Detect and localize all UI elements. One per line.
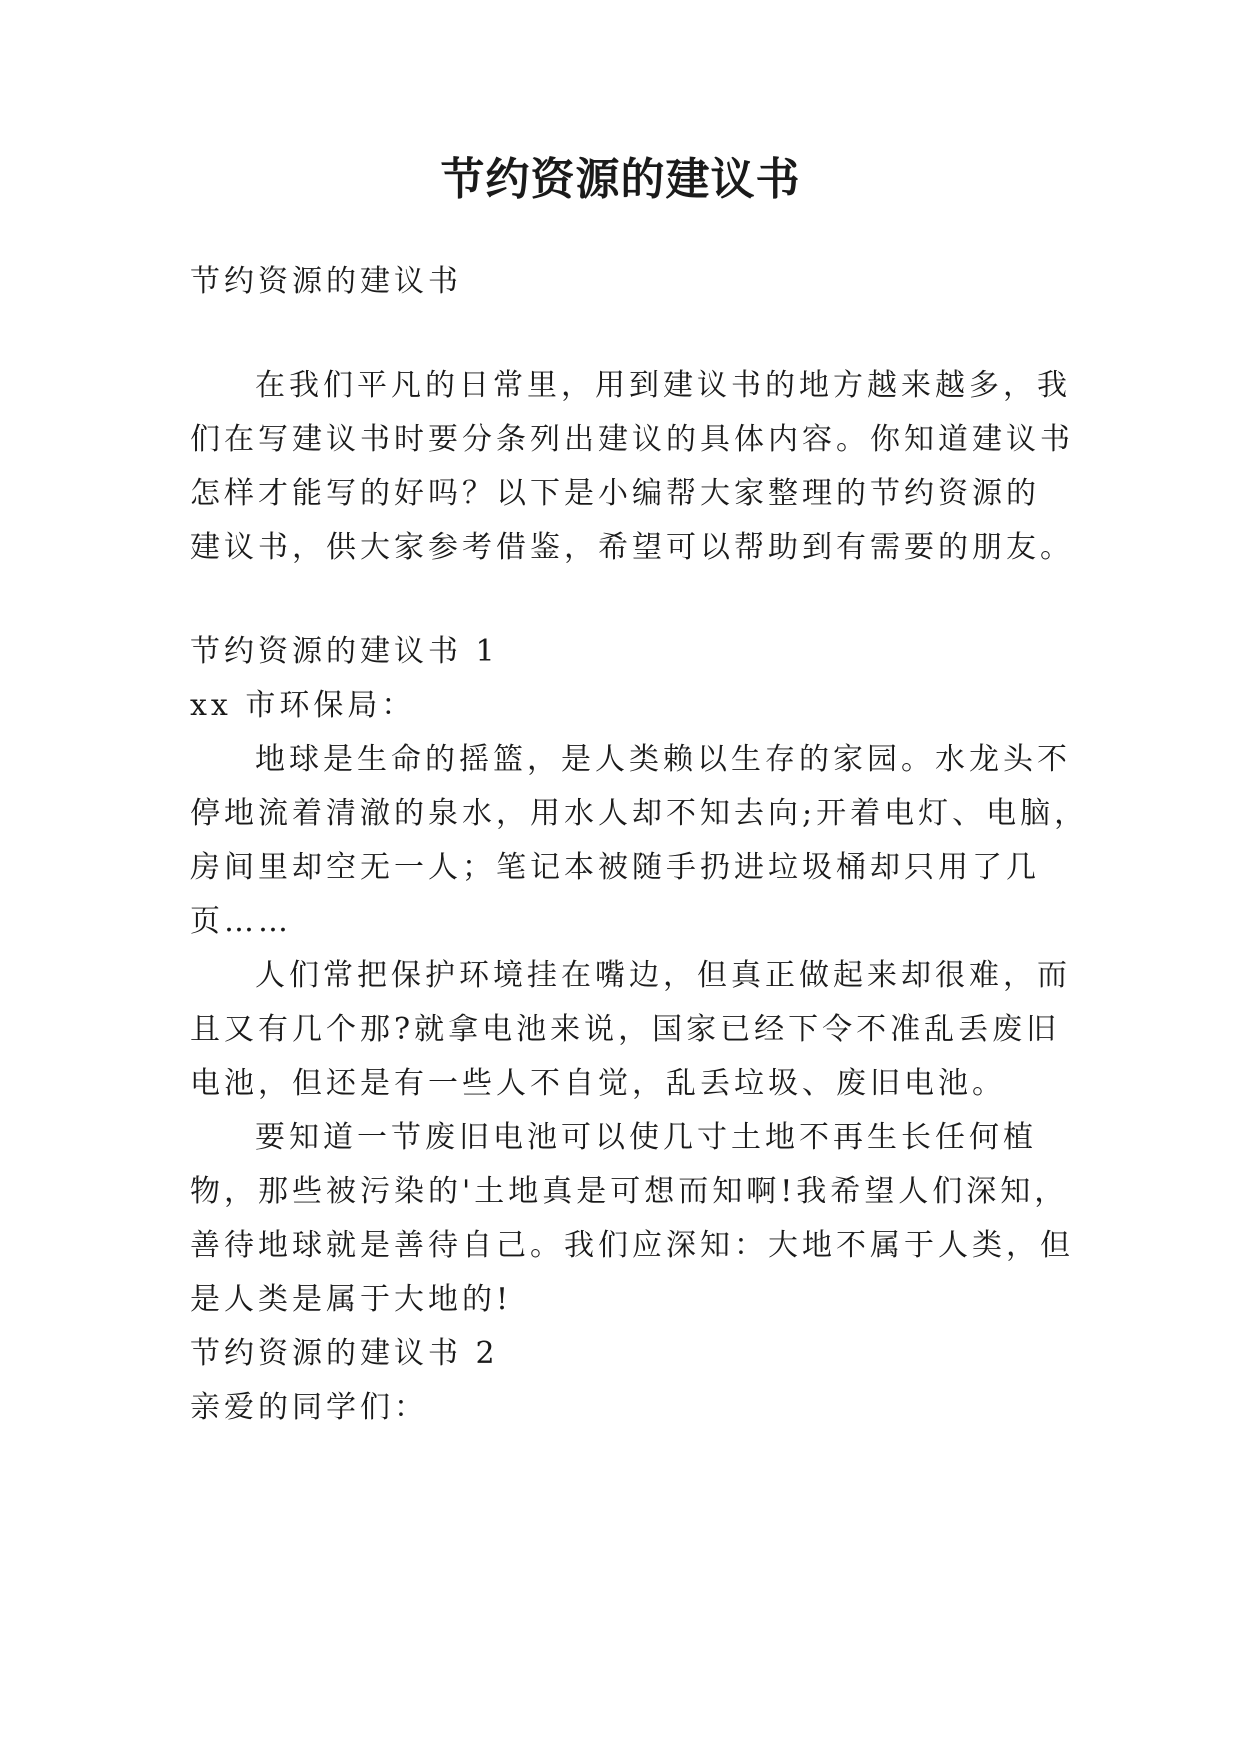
section1-p1-line-2: 停地流着清澈的泉水，用水人却不知去向;开着电灯、电脑， bbox=[190, 796, 1089, 831]
section1-p2-line-1: 人们常把保护环境挂在嘴边，但真正做起来却很难，而 bbox=[255, 958, 1071, 993]
section2-salutation: 亲爱的同学们： bbox=[190, 1390, 428, 1425]
section1-heading: 节约资源的建议书 1 bbox=[190, 634, 499, 669]
section1-p1-line-1: 地球是生命的摇篮，是人类赖以生存的家园。水龙头不 bbox=[255, 742, 1071, 777]
document-title: 节约资源的建议书 bbox=[440, 154, 801, 205]
intro-line-3: 怎样才能写的好吗？以下是小编帮大家整理的节约资源的 bbox=[190, 476, 1040, 511]
intro-line-1: 在我们平凡的日常里，用到建议书的地方越来越多，我 bbox=[255, 368, 1071, 403]
section2-heading: 节约资源的建议书 2 bbox=[190, 1336, 499, 1371]
section1-p3-line-4: 是人类是属于大地的! bbox=[190, 1282, 513, 1317]
section1-p1-line-4: 页…… bbox=[190, 904, 292, 939]
section1-p3-line-3: 善待地球就是善待自己。我们应深知：大地不属于人类，但 bbox=[190, 1228, 1074, 1263]
section1-p3-line-1: 要知道一节废旧电池可以使几寸土地不再生长任何植 bbox=[255, 1120, 1037, 1155]
section1-salutation: xx 市环保局： bbox=[190, 688, 416, 723]
intro-line-4: 建议书，供大家参考借鉴，希望可以帮助到有需要的朋友。 bbox=[190, 530, 1074, 565]
section1-p2-line-2: 且又有几个那?就拿电池来说，国家已经下令不准乱丢废旧 bbox=[190, 1012, 1061, 1047]
section1-p1-line-3: 房间里却空无一人；笔记本被随手扔进垃圾桶却只用了几 bbox=[190, 850, 1040, 885]
section1-p3-line-2: 物，那些被污染的'土地真是可想而知啊!我希望人们深知， bbox=[190, 1174, 1069, 1209]
document-subtitle: 节约资源的建议书 bbox=[190, 264, 462, 299]
section1-p2-line-3: 电池，但还是有一些人不自觉，乱丢垃圾、废旧电池。 bbox=[190, 1066, 1006, 1101]
intro-line-2: 们在写建议书时要分条列出建议的具体内容。你知道建议书 bbox=[190, 422, 1074, 457]
